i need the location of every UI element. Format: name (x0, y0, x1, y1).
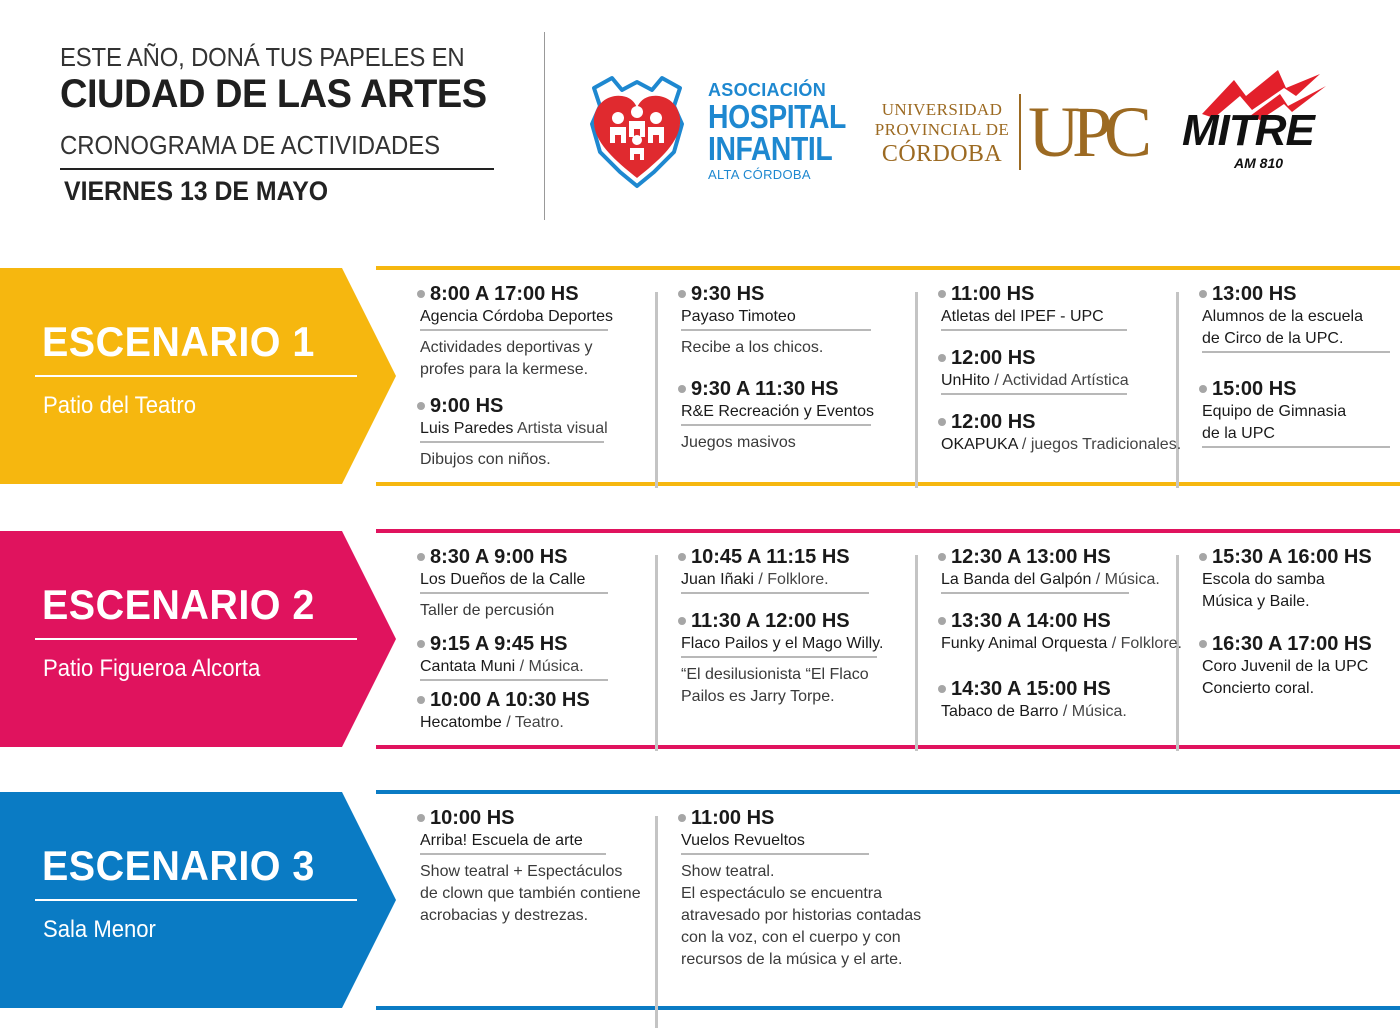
schedule-event (1202, 377, 1390, 454)
event-description-line: El espectáculo se encuentra (681, 885, 883, 902)
event-underline (681, 424, 871, 426)
event-time-text: 10:00 HS (430, 807, 515, 829)
event-performer-name: Tabaco de Barro (941, 703, 1059, 720)
event-underline (681, 592, 869, 594)
event-performer (941, 434, 1181, 456)
event-time-text: 15:00 HS (1212, 378, 1297, 400)
upc-logo-divider (1019, 94, 1021, 170)
page-title: CIUDAD DE LAS ARTES (60, 72, 487, 116)
stage-title: ESCENARIO 1 (42, 318, 315, 365)
schedule-event (420, 688, 590, 734)
upc-logo-mark: UPC (1028, 92, 1145, 172)
stage-top-rule (376, 529, 1400, 533)
event-date: VIERNES 13 DE MAYO (64, 176, 329, 206)
event-time (941, 609, 1182, 633)
event-performer-name: Cantata Muni (420, 658, 516, 675)
event-time-text: 12:00 HS (951, 347, 1036, 369)
event-category: / Actividad Artística (989, 372, 1129, 389)
stage-title-underline (35, 375, 357, 377)
bullet-dot-icon (678, 385, 686, 393)
event-underline (420, 679, 608, 681)
event-description-line: Recibe a los chicos. (681, 339, 824, 356)
schedule-event (420, 394, 608, 471)
hospital-logo-line1: ASOCIACIÓN (708, 80, 827, 100)
event-description-line: “El desilusionista “El Flaco (681, 666, 869, 683)
event-time (941, 545, 1160, 569)
event-performer-name: Flaco Pailos y el Mago Willy. (681, 635, 884, 652)
event-category: / Teatro. (501, 714, 564, 731)
stage-top-rule (376, 790, 1400, 794)
hospital-logo-line2: HOSPITAL (708, 98, 846, 135)
stage-location: Patio del Teatro (43, 392, 197, 419)
event-time-text: 10:45 A 11:15 HS (691, 546, 850, 568)
schedule-event (941, 346, 1129, 401)
bullet-dot-icon (417, 402, 425, 410)
event-time (420, 806, 641, 830)
event-description-line: profes para la kermese. (420, 361, 589, 378)
bullet-dot-icon (938, 354, 946, 362)
event-performer (1202, 401, 1390, 423)
event-performer (420, 830, 641, 852)
event-description-line: acrobacias y destrezas. (420, 907, 589, 924)
header-divider (60, 168, 494, 170)
event-time-text: 15:30 A 16:00 HS (1212, 546, 1372, 568)
event-underline (681, 656, 877, 658)
event-time (1202, 282, 1390, 306)
event-time-text: 9:15 A 9:45 HS (430, 633, 568, 655)
bullet-dot-icon (417, 640, 425, 648)
event-time-text: 13:00 HS (1212, 283, 1297, 305)
event-time (941, 677, 1127, 701)
event-performer (420, 418, 608, 440)
column-separator (655, 555, 658, 751)
event-performer-name: UnHito (941, 372, 990, 389)
event-performer-name: R&E Recreación y Eventos (681, 403, 874, 420)
event-time (941, 282, 1127, 306)
schedule-event (681, 282, 871, 359)
event-performer (681, 401, 874, 423)
event-performer-name: Luis Paredes (420, 420, 514, 437)
event-performer-name: Atletas del IPEF - UPC (941, 308, 1104, 325)
bullet-dot-icon (938, 418, 946, 426)
bullet-dot-icon (678, 290, 686, 298)
event-performer-name: Equipo de Gimnasia (1202, 403, 1347, 420)
event-time-text: 16:30 A 17:00 HS (1212, 633, 1372, 655)
column-separator (915, 555, 918, 751)
bullet-dot-icon (417, 553, 425, 561)
stage-bottom-rule (376, 745, 1400, 749)
hospital-logo-line4: ALTA CÓRDOBA (708, 167, 811, 182)
event-time-text: 8:30 A 9:00 HS (430, 546, 568, 568)
event-description-line: atravesado por historias contadas (681, 907, 922, 924)
event-time (1202, 632, 1372, 656)
hospital-logo-line3: INFANTIL (708, 130, 833, 167)
bullet-dot-icon (938, 685, 946, 693)
hospital-heart-logo-icon (582, 72, 692, 190)
event-performer-line2: Concierto coral. (1202, 680, 1315, 697)
bullet-dot-icon (678, 814, 686, 822)
stage-location: Patio Figueroa Alcorta (43, 655, 261, 682)
schedule-event (420, 282, 613, 381)
stage-title: ESCENARIO 3 (42, 842, 315, 889)
event-category: / juegos Tradicionales. (1017, 436, 1182, 453)
event-performer (420, 306, 613, 328)
event-underline (420, 441, 604, 443)
event-underline (941, 592, 1129, 594)
schedule-event (420, 806, 641, 927)
event-performer (681, 306, 871, 328)
schedule-event (1202, 632, 1372, 700)
event-time (420, 632, 608, 656)
event-performer-name: Coro Juvenil de la UPC (1202, 658, 1369, 675)
schedule-event (1202, 282, 1390, 359)
event-time-text: 9:00 HS (430, 395, 504, 417)
event-underline (941, 329, 1127, 331)
event-description-line: Show teatral. (681, 863, 775, 880)
event-underline (941, 393, 1127, 395)
event-underline (1202, 446, 1390, 448)
upc-logo-line3: CÓRDOBA (881, 141, 1003, 167)
event-time-text: 12:00 HS (951, 411, 1036, 433)
event-performer (420, 656, 608, 678)
event-category: / Folklore. (753, 571, 829, 588)
header-vertical-divider (544, 32, 545, 220)
event-performer-name: La Banda del Galpón (941, 571, 1092, 588)
event-performer-name: Juan Iñaki (681, 571, 754, 588)
event-performer (420, 569, 608, 591)
event-performer (941, 306, 1127, 328)
column-separator (915, 292, 918, 488)
event-time-text: 9:30 A 11:30 HS (691, 378, 839, 400)
schedule-event (1202, 545, 1372, 613)
event-performer-name: Los Dueños de la Calle (420, 571, 586, 588)
schedule-event (420, 632, 608, 687)
event-category: / Música. (515, 658, 584, 675)
bullet-dot-icon (1199, 640, 1207, 648)
event-description-line: Show teatral + Espectáculos (420, 863, 623, 880)
event-performer-line2: de Circo de la UPC. (1202, 330, 1344, 347)
event-time-text: 9:30 HS (691, 283, 765, 305)
event-underline (681, 853, 869, 855)
stage-row-1 (0, 268, 1400, 488)
stage-row-2 (0, 531, 1400, 751)
bullet-dot-icon (1199, 385, 1207, 393)
schedule-event (941, 545, 1160, 600)
event-underline (420, 853, 606, 855)
event-performer-line2: de la UPC (1202, 425, 1275, 442)
stage-title: ESCENARIO 2 (42, 581, 315, 628)
event-performer-name: Alumnos de la escuela (1202, 308, 1363, 325)
event-time (941, 410, 1181, 434)
event-time (420, 394, 608, 418)
event-performer (420, 712, 590, 734)
event-category: Artista visual (513, 420, 608, 437)
schedule-event (681, 806, 921, 971)
event-category: / Folklore. (1107, 635, 1182, 652)
bullet-dot-icon (417, 814, 425, 822)
schedule-event (681, 545, 869, 600)
event-performer (1202, 569, 1372, 591)
event-time (681, 806, 921, 830)
hospital-logo-text (708, 80, 868, 182)
event-time (681, 609, 883, 633)
event-performer (941, 370, 1129, 392)
bullet-dot-icon (1199, 553, 1207, 561)
event-time (1202, 545, 1372, 569)
event-time (941, 346, 1129, 370)
schedule-event (941, 410, 1181, 456)
column-separator (1176, 292, 1179, 488)
event-description-line: con la voz, con el cuerpo y con (681, 929, 901, 946)
schedule-event (681, 609, 883, 708)
bullet-dot-icon (678, 553, 686, 561)
event-performer-name: Agencia Córdoba Deportes (420, 308, 614, 325)
event-performer (941, 633, 1182, 655)
bullet-dot-icon (678, 617, 686, 625)
event-performer-name: Escola do samba (1202, 571, 1325, 588)
schedule-event (941, 282, 1127, 337)
schedule-event (681, 377, 874, 454)
upc-logo-text (872, 100, 1012, 168)
event-underline (420, 329, 608, 331)
mitre-logo-frequency: AM 810 (1234, 155, 1284, 171)
event-performer (681, 633, 883, 655)
bullet-dot-icon (938, 290, 946, 298)
header-pretitle: ESTE AÑO, DONÁ TUS PAPELES EN (60, 42, 465, 72)
event-time (420, 688, 590, 712)
event-performer (941, 701, 1127, 723)
stage-top-rule (376, 266, 1400, 270)
event-underline (420, 592, 608, 594)
event-time-text: 11:30 A 12:00 HS (691, 610, 850, 632)
event-description-line: de clown que también contiene (420, 885, 641, 902)
stage-location: Sala Menor (43, 916, 156, 943)
event-description-line: Pailos es Jarry Torpe. (681, 688, 835, 705)
event-time (420, 545, 608, 569)
event-performer-name: Payaso Timoteo (681, 308, 796, 325)
column-separator (655, 816, 658, 1028)
bullet-dot-icon (1199, 290, 1207, 298)
event-performer (1202, 656, 1372, 678)
event-performer-line2: Música y Baile. (1202, 593, 1310, 610)
stage-row-3 (0, 792, 1400, 1012)
event-underline (1202, 351, 1390, 353)
event-performer (681, 569, 869, 591)
schedule-event (941, 609, 1182, 655)
event-time-text: 14:30 A 15:00 HS (951, 678, 1111, 700)
event-performer-name: Vuelos Revueltos (681, 832, 805, 849)
stage-bottom-rule (376, 1006, 1400, 1010)
event-performer (681, 830, 921, 852)
event-underline (681, 329, 871, 331)
event-time-text: 13:30 A 14:00 HS (951, 610, 1111, 632)
event-time (1202, 377, 1390, 401)
event-description-line: Dibujos con niños. (420, 451, 551, 468)
event-time-text: 11:00 HS (691, 807, 775, 829)
schedule-event (420, 545, 608, 622)
event-description-line: Juegos masivos (681, 434, 796, 451)
bullet-dot-icon (938, 553, 946, 561)
schedule-event (941, 677, 1127, 723)
event-description-line: Actividades deportivas y (420, 339, 593, 356)
event-category: / Música. (1091, 571, 1160, 588)
event-category: / Música. (1058, 703, 1127, 720)
bullet-dot-icon (417, 290, 425, 298)
event-time-text: 8:00 A 17:00 HS (430, 283, 579, 305)
event-performer (941, 569, 1160, 591)
event-performer-name: OKAPUKA (941, 436, 1018, 453)
stage-bottom-rule (376, 482, 1400, 486)
column-separator (655, 292, 658, 488)
event-time (681, 377, 874, 401)
event-time (420, 282, 613, 306)
bullet-dot-icon (417, 696, 425, 704)
page-subtitle: CRONOGRAMA DE ACTIVIDADES (60, 130, 441, 160)
stage-title-underline (35, 899, 357, 901)
stage-title-underline (35, 638, 357, 640)
mitre-logo-text: MITRE (1182, 106, 1314, 155)
event-time-text: 11:00 HS (951, 283, 1035, 305)
event-performer-name: Arriba! Escuela de arte (420, 832, 583, 849)
event-performer-name: Funky Animal Orquesta (941, 635, 1108, 652)
event-performer (1202, 306, 1390, 328)
upc-logo-line1: UNIVERSIDAD (881, 100, 1003, 119)
event-time (681, 545, 869, 569)
event-time (681, 282, 871, 306)
bullet-dot-icon (938, 617, 946, 625)
event-description-line: recursos de la música y el arte. (681, 951, 903, 968)
upc-logo-line2: PROVINCIAL DE (874, 120, 1010, 139)
event-time-text: 12:30 A 13:00 HS (951, 546, 1111, 568)
event-time-text: 10:00 A 10:30 HS (430, 689, 590, 711)
event-performer-name: Hecatombe (420, 714, 502, 731)
event-description-line: Taller de percusión (420, 602, 555, 619)
